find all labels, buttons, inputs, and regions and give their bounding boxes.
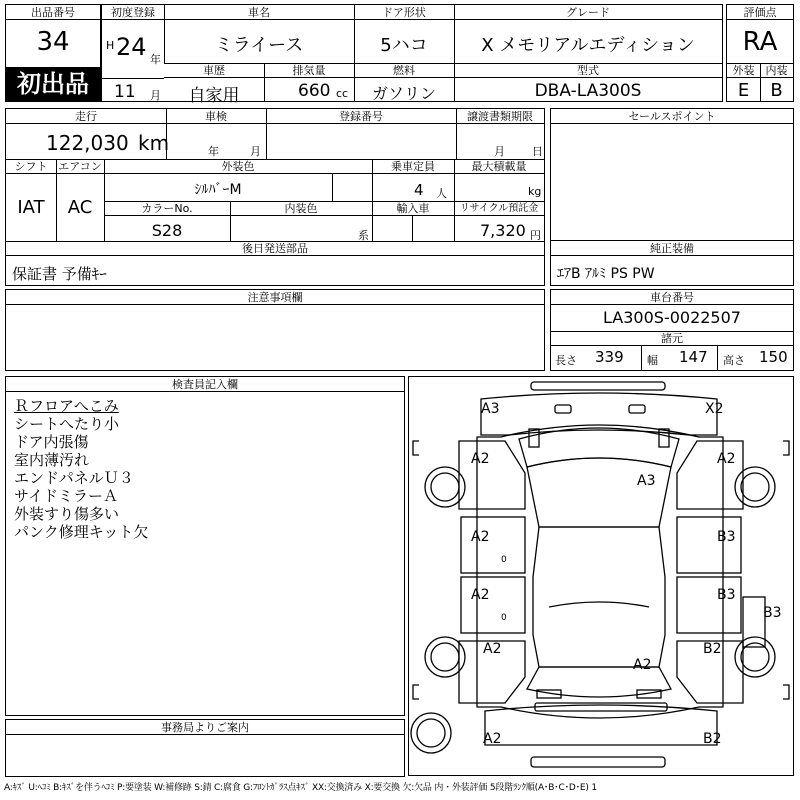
inspector-line: シートへたり小 [14,415,120,433]
damage-rear-right: B2 [703,731,722,747]
door-label: ドア形状 [354,5,454,20]
inspector-line: サイドミラーＡ [14,487,118,505]
fuel: ガソリン [371,84,436,103]
inspector-line: パンク修理キット欠 [14,523,149,541]
grade: X メモリアルエディション [481,35,695,56]
ext-color-label: 外装色 [104,159,372,174]
chassis-label: 車台番号 [551,290,793,305]
inspection-year-unit: 年 [208,145,219,158]
damage-rear-fender-right: B2 [703,641,722,657]
lot-box [5,4,101,102]
import-label: 輸入車 [372,201,454,216]
specs-box [5,108,545,286]
shift-label: シフト [6,159,56,174]
recycle-label: リサイクル預託金 [454,201,544,216]
int-color-suffix: 系 [358,229,369,242]
transfer-day-unit: 日 [532,145,543,158]
max-load-label: 最大積載量 [454,159,544,174]
interior-label: 内装 [760,63,793,78]
displacement-label: 排気量 [264,63,354,78]
model: DBA-LA300S [534,81,642,101]
year-unit: 年 [150,53,161,66]
damage-front-door-left: A2 [471,529,490,545]
office-box [5,719,405,777]
color-no-label: カラーNo. [104,201,230,216]
mileage: 122,030 [46,131,129,155]
inspector-line: 室内薄汚れ [14,451,90,469]
inspector-box [5,376,405,716]
displacement-unit: cc [336,87,349,100]
int-color-label: 内装色 [230,201,372,216]
recycle: 7,320 [480,221,526,240]
transfer-month-unit: 月 [494,145,505,158]
sales-points-box [550,108,794,243]
history-label: 車歴 [164,63,264,78]
interior-score: B [770,80,783,101]
damage-rear-door-right: B3 [717,587,736,603]
damage-bonnet: A3 [637,473,656,489]
door-type: 5ハコ [380,35,428,56]
damage-front-door-right: B3 [717,529,736,545]
lot-label: 出品番号 [6,5,100,20]
score-label: 評価点 [727,5,793,20]
month-unit: 月 [150,89,161,102]
first-listing-badge: 初出品 [6,67,100,101]
inspector-line: エンドパネルＵ３ [14,469,134,487]
damage-rear-fender-left: A2 [483,641,502,657]
car-name: ミライース [214,35,304,56]
equipment-box [550,240,794,286]
length: 339 [595,348,624,366]
length-label: 長さ [555,354,577,367]
capacity-unit: 人 [436,187,447,200]
legend: A:ｷｽﾞ U:ﾍｺﾐ B:ｷｽﾞを伴うﾍｺﾐ P:要塗装 W:補修跡 S:錆 C:腐食 G:ﾌﾛﾝﾄｶﾞﾗｽ点ｷｽﾞ XX:交換済み X:要交換 欠:欠品 内・外装評価 5段階ﾗﾝｸ順(A･B･C･D･E) 1 [4,783,597,793]
notes-box [5,289,545,371]
inspection-month-unit: 月 [250,145,261,158]
lot-number: 34 [36,27,70,57]
history: 自家用 [188,86,240,106]
inspector-line: Ｒフロアへこみ [14,397,119,415]
height-label: 高さ [723,354,745,367]
later-parts-label: 後日発送部品 [6,241,544,256]
office-label: 事務局よりご案内 [6,720,404,735]
transfer-label: 譲渡書類期限 [456,109,544,124]
inspection-label: 車検 [166,109,266,124]
damage-rear-left: A2 [483,731,502,747]
fuel-label: 燃料 [354,63,454,78]
sales-points-label: セールスポイント [551,109,793,124]
score: RA [742,27,778,57]
damage-roof-rear: A2 [633,657,652,673]
damage-front-right: X2 [705,401,724,417]
first-reg-label: 初度登録 [102,5,164,20]
inspector-line: ドア内張傷 [14,433,89,451]
damage-zero: 0 [501,555,507,565]
chassis-number: LA300S-0022507 [603,308,741,327]
equipment-label: 純正装備 [551,241,793,256]
grade-label: グレード [454,5,722,20]
displacement-value: 660 [298,81,331,101]
damage-front-left: A3 [481,401,500,417]
reg-no-label: 登録番号 [266,109,456,124]
exterior-score: E [737,80,750,101]
damage-fender-left: A2 [471,451,490,467]
equipment: ｴｱB ｱﾙﾐ PS PW [557,266,655,282]
inspector-line: 外装すり傷多い [14,505,120,523]
dims-label: 諸元 [551,331,793,346]
shift: IAT [17,197,45,218]
damage-fender-right: A2 [717,451,736,467]
width-label: 幅 [647,354,658,367]
ac: AC [67,197,93,218]
mileage-unit: km [138,131,170,155]
recycle-unit: 円 [530,229,541,242]
car-name-label: 車名 [164,5,354,20]
capacity-label: 乗車定員 [372,159,454,174]
max-load-unit: kg [528,185,542,198]
ac-label: エアコン [56,159,104,174]
notes-label: 注意事項欄 [6,290,544,305]
era: H [106,39,115,52]
first-reg-year: 24 [116,33,147,61]
chassis-box [550,289,794,371]
capacity: 4 [414,181,424,199]
damage-map-box [408,376,794,776]
score-box [726,4,794,102]
header-main-box [101,4,723,106]
car-diagram [409,377,793,775]
width: 147 [679,348,708,366]
height: 150 [759,348,788,366]
model-label: 型式 [454,63,722,78]
first-reg-month: 11 [114,82,136,102]
damage-quarter-right: B3 [763,605,782,621]
damage-rear-door-left: A2 [471,587,490,603]
ext-color: ｼﾙﾊﾞｰM [194,182,242,198]
exterior-label: 外装 [727,63,760,78]
color-no: S28 [151,221,183,240]
damage-zero: 0 [501,613,507,623]
mileage-label: 走行 [6,109,166,124]
later-parts: 保証書 予備ｷｰ [12,265,107,283]
inspector-label: 検査員記入欄 [6,377,404,392]
